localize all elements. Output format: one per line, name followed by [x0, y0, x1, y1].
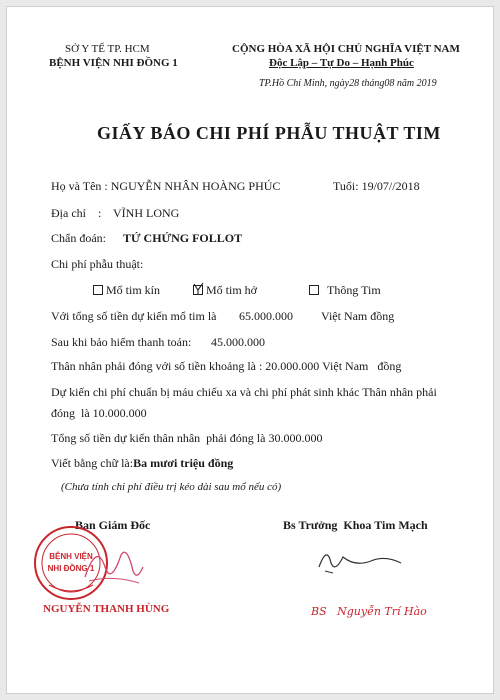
address-label: Địa chỉ: [51, 206, 86, 220]
hospital-label: BỆNH VIỆN NHI ĐỒNG 1: [49, 57, 178, 69]
family-pay-line: Thân nhân phải đóng với số tiền khoảng là : 20.000.000 Việt Nam đồng: [51, 359, 402, 373]
patient-address: VĨNH LONG: [113, 206, 180, 220]
words-value: Ba mươi triệu đồng: [133, 456, 234, 470]
address-sep: :: [98, 206, 102, 220]
option-label: Thông Tim: [327, 283, 381, 297]
republic-label: CỘNG HÒA XÃ HỘI CHỦ NGHĨA VIỆT NAM: [232, 43, 460, 55]
checkbox-icon[interactable]: [309, 285, 319, 295]
motto-label: Độc Lập – Tự Do – Hạnh Phúc: [269, 57, 414, 69]
checkbox-icon[interactable]: [93, 285, 103, 295]
option-closed-heart[interactable]: [93, 283, 160, 298]
svg-text:BỆNH VIỆN: BỆNH VIỆN: [49, 552, 93, 561]
doctor-signature: [315, 537, 405, 577]
words-row: [51, 456, 233, 471]
expected-cost-line-1: Dự kiến chi phí chuẩn bị máu chiếu xa và chi phí phát sinh khác Thân nhân phải: [51, 385, 437, 399]
option-label: Mổ tim kín: [106, 283, 161, 297]
right-signer-name: BS Nguyễn Trí Hào: [311, 605, 427, 618]
after-insurance-label: Sau khi bảo hiểm thanh toán:: [51, 335, 192, 349]
name-row: [51, 179, 280, 194]
diagnosis-value: TỨ CHỨNG FOLLOT: [123, 231, 243, 245]
patient-dob: 19/07//2018: [361, 179, 420, 193]
option-open-heart[interactable]: [193, 283, 257, 298]
document-page: [6, 6, 494, 694]
name-label: Họ và Tên :: [51, 179, 108, 193]
option-catheter[interactable]: [309, 283, 381, 298]
diagnosis-label: Chẩn đoán:: [51, 231, 106, 245]
total-cost-value: 65.000.000: [239, 309, 293, 323]
left-signature-title: Ban Giám Đốc: [75, 518, 151, 532]
option-label: Mổ tim hở: [206, 283, 258, 297]
page-title: GIẤY BÁO CHI PHÍ PHẪU THUẬT TIM: [97, 123, 441, 143]
checkbox-checked-icon[interactable]: [193, 285, 203, 295]
surgery-label: Chi phí phẫu thuật:: [51, 257, 144, 271]
patient-name: NGUYỄN NHÂN HOÀNG PHÚC: [110, 179, 281, 193]
total-family-line: Tổng số tiền dự kiến thân nhân phải đóng là 30.000.000: [51, 431, 323, 445]
note-line: (Chưa tính chi phí điều trị kéo dài sau mổ nếu có): [61, 481, 282, 493]
ministry-label: SỞ Y TẾ TP. HCM: [65, 43, 150, 55]
total-cost-unit: Việt Nam đồng: [321, 309, 395, 323]
svg-text:NHI ĐỒNG 1: NHI ĐỒNG 1: [47, 564, 95, 573]
right-signature-title: Bs Trưởng Khoa Tim Mạch: [283, 518, 428, 532]
left-signer-name: NGUYỄN THANH HÙNG: [43, 603, 170, 615]
place-date: TP.Hồ Chí Minh, ngày28 tháng08 năm 2019: [259, 78, 437, 89]
director-signature: [77, 537, 147, 592]
words-label: Viết bằng chữ là:: [51, 456, 134, 470]
total-cost-label: Với tổng số tiền dự kiến mổ tim là: [51, 309, 217, 323]
age-row: [333, 179, 420, 194]
after-insurance-value: 45.000.000: [211, 335, 265, 349]
expected-cost-line-2: đóng là 10.000.000: [51, 406, 147, 420]
age-label: Tuổi:: [333, 179, 359, 193]
